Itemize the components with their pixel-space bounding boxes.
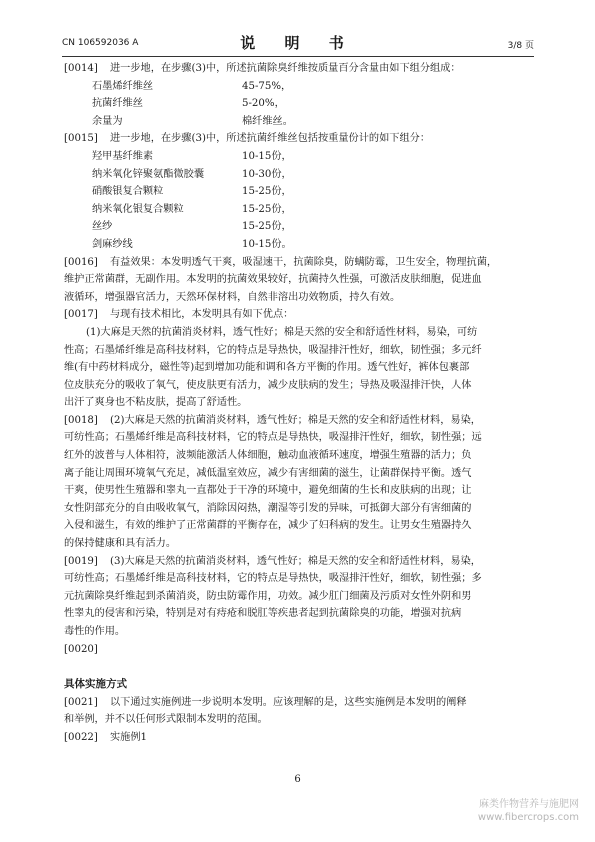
component-name: 丝纱: [92, 221, 113, 233]
composition-list: [64, 78, 534, 131]
paragraph-line: 离子能让周围环境氧气充足，减低温室效应，减少有害细菌的滋生，让菌群保持平衡。透气: [64, 467, 472, 479]
component-name: 余量为: [92, 115, 123, 127]
paragraph-0014: [64, 60, 534, 130]
component-name: 石墨烯纤维丝: [92, 80, 154, 92]
header-rule: [62, 56, 534, 57]
paragraph-line: 和举例，并不以任何形式限制本发明的范围。: [64, 714, 268, 726]
page-header: [62, 30, 534, 54]
watermark-title: 麻类作物营养与施肥网: [479, 799, 579, 810]
component-name: 纳米氧化银复合颗粒: [92, 203, 184, 215]
paragraph-text: 以下通过实施例进一步说明本发明。应该理解的是，这些实施例是本发明的阐释: [110, 696, 467, 708]
paragraph-tag: [0022]: [64, 731, 98, 743]
component-value: 10-15份。: [242, 238, 292, 250]
paragraph-line: 可纺性高；石墨烯纤维是高科技材料，它的特点是导热快，吸湿排汗性好，细软，韧性强；多: [64, 573, 482, 585]
paragraph-line: 维护正常菌群，无副作用。本发明的抗菌效果较好，抗菌持久性强，可激活皮肤细胞，促进血: [64, 274, 482, 286]
paragraph-text: 实施例1: [110, 731, 148, 743]
component-name: 硝酸银复合颗粒: [92, 186, 164, 198]
section-heading: 具体实施方式: [64, 678, 127, 691]
paragraph-text: 有益效果：本发明透气干爽，吸湿速干，抗菌除臭，防螨防霉，卫生安全，物理抗菌，: [110, 256, 498, 268]
composition-list: [64, 148, 534, 254]
paragraph-line: 位皮肤充分的吸收了氧气，使皮肤更有活力，减少皮肤病的发生；导热及吸湿排汗快，人体: [64, 379, 472, 391]
paragraph-line: 干爽，使男性生殖器和睾丸一直都处于干净的环境中，避免细菌的生长和皮肤病的出现；让: [64, 485, 472, 497]
paragraph-line: 元抗菌除臭纤维起到杀菌消炎，防虫防霉作用，功效。减少肛门细菌及污质对女性外阴和男: [64, 590, 472, 602]
paragraph-line: (1)大麻是天然的抗菌消炎材料，透气性好；棉是天然的安全和舒适性材料，易染，可纺: [86, 326, 478, 338]
paragraph-line: 液循环，增强器官活力，天然环保材料，自然非溶出功效物质，持久有效。: [64, 291, 401, 303]
paragraph-0016: [64, 254, 534, 307]
page-indicator: 3/8 页: [507, 41, 534, 51]
paragraph-line: 性睾丸的侵害和污染，特别是对有痔疮和脱肛等疾患者起到抗菌除臭的功能，增强对抗病: [64, 608, 462, 620]
paragraph-0020: [64, 641, 534, 659]
paragraph-tag: [0018]: [64, 414, 98, 426]
paragraph-text: 进一步地，在步骤(3)中，所述抗菌除臭纤维按质量百分含量由如下组分组成：: [110, 63, 461, 74]
paragraph-tag: [0016]: [64, 256, 98, 268]
component-value: 10-30份，: [242, 168, 292, 180]
paragraph-0017-advantage-1: [64, 324, 534, 412]
paragraph-0021: [64, 694, 534, 729]
component-name: 剑麻纱线: [92, 238, 133, 250]
component-value: 15-25份，: [242, 186, 292, 198]
component-value: 15-25份，: [242, 203, 292, 215]
patent-number: CN 106592036 A: [62, 38, 139, 48]
paragraph-0018: [64, 412, 534, 553]
component-value: 棉纤维丝。: [242, 115, 293, 127]
paragraph-tag: [0019]: [64, 555, 98, 567]
paragraph-tag: [0017]: [64, 309, 98, 321]
paragraph-text: 与现有技术相比，本发明具有如下优点：: [110, 309, 294, 321]
paragraph-line: 维(有中药材料成分，磁性等)起到增加功能和调和各方平衡的作用。透气性好，裤体包裹部: [64, 362, 470, 374]
paragraph-line: 性高；石墨烯纤维是高科技材料，它的特点是导热快，吸湿排汗性好，细软，韧性强；多元纤: [64, 344, 482, 356]
paragraph-line: 可纺性高；石墨烯纤维是高科技材料，它的特点是导热快，吸湿排汗性好，细软，韧性强；远: [64, 432, 482, 444]
paragraph-tag: [0015]: [64, 133, 98, 145]
paragraph-tag: [0014]: [64, 63, 98, 74]
paragraph-text: (3)大麻是天然的抗菌消炎材料，透气性好；棉是天然的安全和舒适性材料，易染，: [110, 555, 481, 567]
paragraph-text: 进一步地，在步骤(3)中，所述抗菌纤维丝包括按重量份计的如下组分：: [110, 133, 431, 145]
paragraph-tag: [0021]: [64, 696, 98, 708]
paragraph-0019: [64, 553, 534, 641]
component-value: 15-25份，: [242, 221, 292, 233]
paragraph-0017: [64, 306, 534, 324]
paragraph-line: 红外的波普与人体相符，波频能激活人体细胞，触动血液循环速度，增强生殖器的活力；负: [64, 450, 472, 462]
paragraph-0015: [64, 130, 534, 253]
component-name: 纳米氧化锌聚氨酯微胶囊: [92, 168, 205, 180]
component-value: 45-75%，: [242, 80, 292, 92]
paragraph-tag: [0020]: [64, 643, 98, 655]
paragraph-line: 女性阴部充分的自由吸收氧气，消除因闷热，潮湿等引发的异味，可抵御大部分有害细菌的: [64, 502, 472, 514]
paragraph-text: (2)大麻是天然的抗菌消炎材料，透气性好；棉是天然的安全和舒适性材料，易染，: [110, 414, 481, 426]
component-value: 5-20%，: [242, 98, 285, 110]
document-title: 说 明 书: [240, 34, 356, 52]
paragraph-0022: [64, 729, 534, 747]
paragraph-line: 入侵和滋生，有效的维护了正常菌群的平衡存在，减少了妇科病的发生。让男女生殖器持久: [64, 520, 472, 532]
paragraph-line: 毒性的作用。: [64, 626, 126, 637]
document-body: [64, 60, 534, 747]
component-name: 羟甲基纤维素: [92, 150, 154, 162]
watermark-url: www.fibercrops.com: [477, 812, 579, 823]
component-name: 抗菌纤维丝: [92, 98, 143, 110]
paragraph-line: 出汗了爽身也不粘皮肤，提高了舒适性。: [64, 397, 248, 409]
paragraph-line: 的保持健康和具有活力。: [64, 538, 177, 550]
page-number: 6: [294, 774, 301, 785]
component-value: 10-15份，: [242, 150, 292, 162]
watermark: [478, 798, 579, 824]
